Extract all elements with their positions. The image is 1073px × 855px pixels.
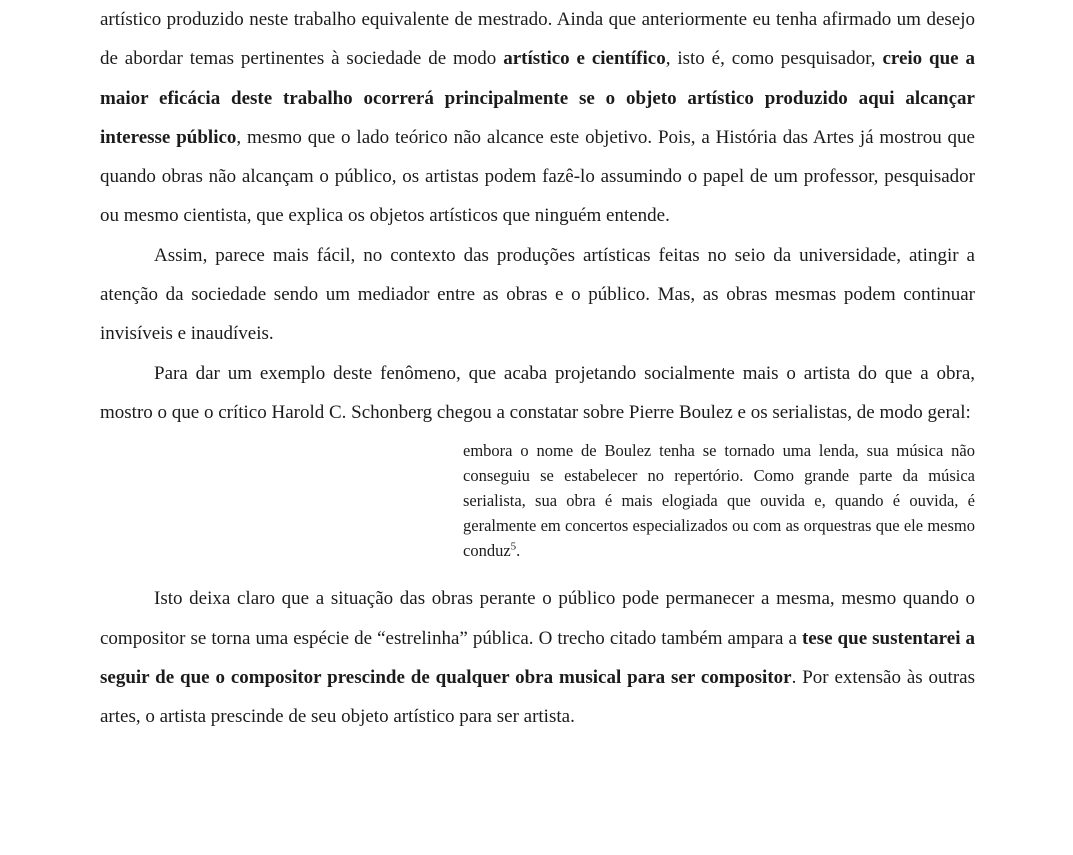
emphasis-text: artístico e científico xyxy=(503,48,666,70)
body-text: , mesmo que o lado teórico não alcance este objetivo. Pois, a História das Artes já mostrou que quando obras não alcançam o público, os artistas podem fazê-lo assumindo o papel de um professor, pesquisador ou mesmo cientista, que explica os objetos artísticos que ninguém entende. xyxy=(100,126,975,227)
quote-text: . xyxy=(516,541,521,561)
quote-text: embora o nome de Boulez tenha se tornado uma lenda, sua música não conseguiu se estabelecer no repertório. Como grande parte da música serialista, sua obra é mais elogiada que ouvida e, quando é ouvida, é geralmente em concertos especializados ou com as orquestras que ele mesmo conduz xyxy=(463,441,975,561)
paragraph-2 xyxy=(100,236,975,354)
body-text: artístico produzido neste trabalho equivalente de mestrado. Ainda que anteriormente eu tenha afirmado um desejo de abordar temas pertinentes à sociedade de modo xyxy=(100,9,975,70)
paragraph-continuation xyxy=(100,0,975,236)
emphasis-text: creio que a maior eficácia deste trabalho ocorrerá principalmente se o objeto artístico produzido aqui alcançar interesse público xyxy=(100,48,975,148)
emphasis-text: tese que sustentarei a seguir de que o compositor prescinde de qualquer obra musical para ser compositor xyxy=(100,627,976,688)
paragraph-3 xyxy=(100,354,975,433)
body-text: Para dar um exemplo deste fenômeno, que acaba projetando socialmente mais o artista do que a obra, mostro o que o crítico Harold C. Schonberg chegou a constatar sobre Pierre Boulez e os serialistas, de modo geral: xyxy=(100,362,975,423)
block-quote xyxy=(463,438,975,563)
body-text: , isto é, como pesquisador, xyxy=(665,48,883,70)
body-text: Assim, parece mais fácil, no contexto das produções artísticas feitas no seio da universidade, atingir a atenção da sociedade sendo um mediador entre as obras e o público. Mas, as obras mesmas podem continuar invisíveis e inaudíveis. xyxy=(100,244,975,345)
body-text: . Por extensão às outras artes, o artista prescinde de seu objeto artístico para ser artista. xyxy=(100,666,975,728)
footnote-reference: 5 xyxy=(510,540,517,553)
body-text: Isto deixa claro que a situação das obras perante o público pode permanecer a mesma, mesmo quando o compositor se torna uma espécie de “estrelinha” pública. O trecho citado também ampara a xyxy=(100,588,975,649)
paragraph-4 xyxy=(100,579,975,736)
